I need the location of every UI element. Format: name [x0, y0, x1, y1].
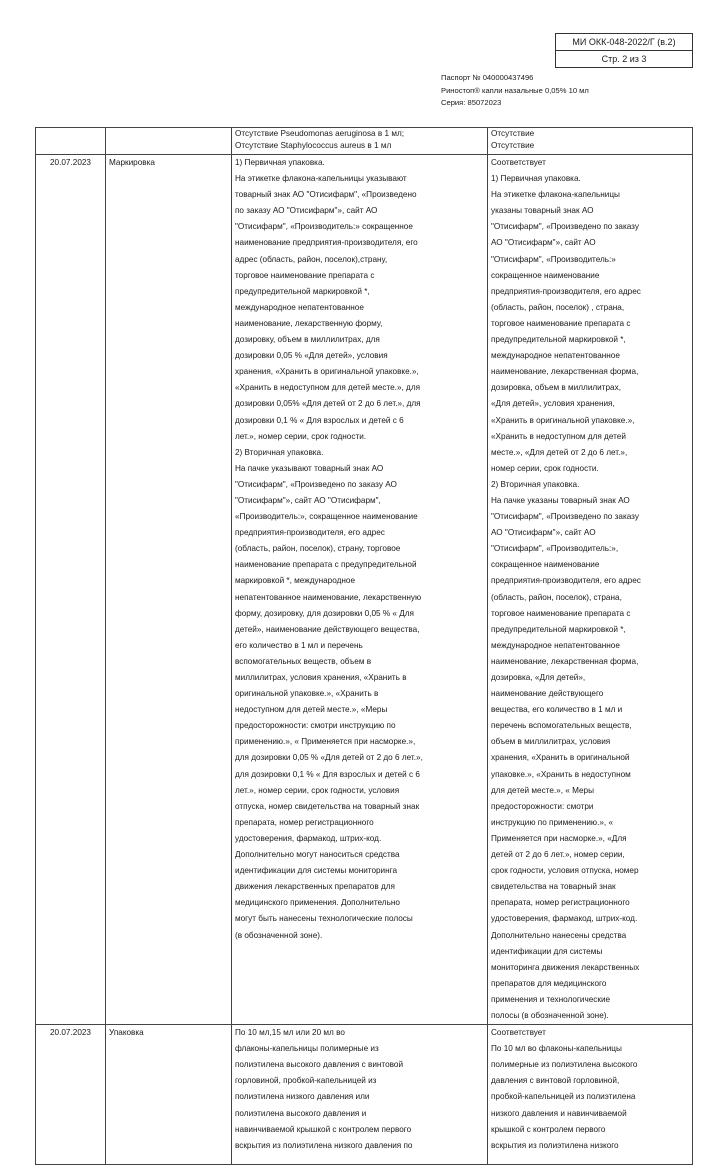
row-date: 20.07.2023: [36, 155, 106, 1025]
passport-number: Паспорт № 040000437496: [441, 73, 534, 82]
table-row: [36, 128, 693, 155]
document-code-box: [555, 33, 693, 68]
row-date: [36, 128, 106, 155]
passport-header: [441, 72, 589, 110]
row-date: 20.07.2023: [36, 1025, 106, 1165]
row-result: Соответствует По 10 мл во флаконы-капельницы полимерные из полиэтилена высокого давления с винтовой горловиной, пробкой-капельницей из полиэтилена низкого давления и навинчиваемой крышкой с контролем первого вскрытия из полиэтилена низкого: [488, 1025, 693, 1165]
test-results-table: [35, 127, 693, 1165]
document-code: МИ ОКК-048-2022/Г (в.2): [556, 34, 692, 51]
row-requirement: 1) Первичная упаковка. На этикетке флакона-капельницы указывают товарный знак АО "Отисифарм", «Произведено по заказу АО "Отисифарм"», сайт АО "Отисифарм", «Производитель:» сокращенное наименование предприятия-производителя, его адрес (область, район, поселок),страну, торговое наименование препарата с предупредительной маркировкой *, международное непатентованное наименование, лекарственную форму, дозировку, объем в миллилитрах, для дозировки 0,05 % «Для детей», условия хранения, «Хранить в оригинальной упаковке.», «Хранить в недоступном для детей месте.», для дозировки 0,05% «Для детей от 2 до 6 лет.», для дозировки 0,1 % « Для взрослых и детей с 6 лет.», номер серии, срок годности. 2) Вторичная упаковка. На пачке указывают товарный знак АО "Отисифарм", «Произведено по заказу АО "Отисифарм"», сайт АО "Отисифарм", «Производитель:», сокращенное наименование предприятия-производителя, его адрес (область, район, поселок), страну, торговое наименование препарата с предупредительной маркировкой *, международное непатентованное наименование, лекарственную форму, дозировку, для дозировки 0,05 % « Для детей», наименование действующего вещества, его количество в 1 мл и перечень вспомогательных веществ, объем в миллилитрах, условия хранения, «Хранить в оригинальной упаковке.», «Хранить в недоступном для детей месте.», «Меры предосторожности: смотри инструкцию по применению.», « Применяется при насморке.», для дозировки 0,05 % «Для детей от 2 до 6 лет.», для дозировки 0,1 % « Для взрослых и детей с 6 лет.», номер серии, срок годности, условия отпуска, номер свидетельства на товарный знак препарата, номер регистрационного удостоверения, фармакод, штрих-код. Дополнительно могут наноситься средства идентификации для системы мониторинга движения лекарственных препаратов для медицинского применения. Дополнительно могут быть нанесены технологические полосы (в обозначенной зоне).: [232, 155, 488, 1025]
row-test: Маркировка: [106, 155, 232, 1025]
row-requirement: Отсутствие Pseudomonas aeruginosa в 1 мл; Отсутствие Staphylococcus aureus в 1 мл: [232, 128, 488, 155]
table-row: [36, 155, 693, 1025]
table-row: [36, 1025, 693, 1165]
series-number: Серия: 85072023: [441, 98, 502, 107]
row-requirement: По 10 мл,15 мл или 20 мл во флаконы-капельницы полимерные из полиэтилена высокого давления с винтовой горловиной, пробкой-капельницей из полиэтилена низкого давления или полиэтилена высокого давления и навинчиваемой крышкой с контролем первого вскрытия из полиэтилена низкого давления по: [232, 1025, 488, 1165]
page-number: Стр. 2 из 3: [601, 54, 647, 64]
row-result: Соответствует 1) Первичная упаковка. На этикетке флакона-капельницы указаны товарный знак АО "Отисифарм", «Произведено по заказу АО "Отисифарм"», сайт АО "Отисифарм", «Производитель:» сокращенное наименование предприятия-производителя, его адрес (область, район, поселок) , страна, торговое наименование препарата с предупредительной маркировкой *, международное непатентованное наименование, лекарственная форма, дозировка, объем в миллилитрах, «Для детей», условия хранения, «Хранить в оригинальной упаковке.», «Хранить в недоступном для детей месте.», «Для детей от 2 до 6 лет.», номер серии, срок годности. 2) Вторичная упаковка. На пачке указаны товарный знак АО "Отисифарм", «Произведено по заказу АО "Отисифарм"», сайт АО "Отисифарм", «Производитель:», сокращенное наименование предприятия-производителя, его адрес (область, район, поселок), страна, торговое наименование препарата с предупредительной маркировкой *, международное непатентованное наименование, лекарственная форма, дозировка, «Для детей», наименование действующего вещества, его количество в 1 мл и перечень вспомогательных веществ, объем в миллилитрах, условия хранения, «Хранить в оригинальной упаковке.», «Хранить в недоступном для детей месте.», « Меры предосторожности: смотри инструкцию по применению.», « Применяется при насморке.», «Для детей от 2 до 6 лет.», номер серии, срок годности, условия отпуска, номер свидетельства на товарный знак препарата, номер регистрационного удостоверения, фармакод, штрих-код. Дополнительно нанесены средства идентификации для системы мониторинга движения лекарственных препаратов для медицинского применения и технологические полосы (в обозначенной зоне).: [488, 155, 693, 1025]
row-result: Отсутствие Отсутствие: [488, 128, 693, 155]
row-test: [106, 128, 232, 155]
row-test: Упаковка: [106, 1025, 232, 1165]
product-name: Риностоп® капли назальные 0,05% 10 мл: [441, 85, 589, 95]
